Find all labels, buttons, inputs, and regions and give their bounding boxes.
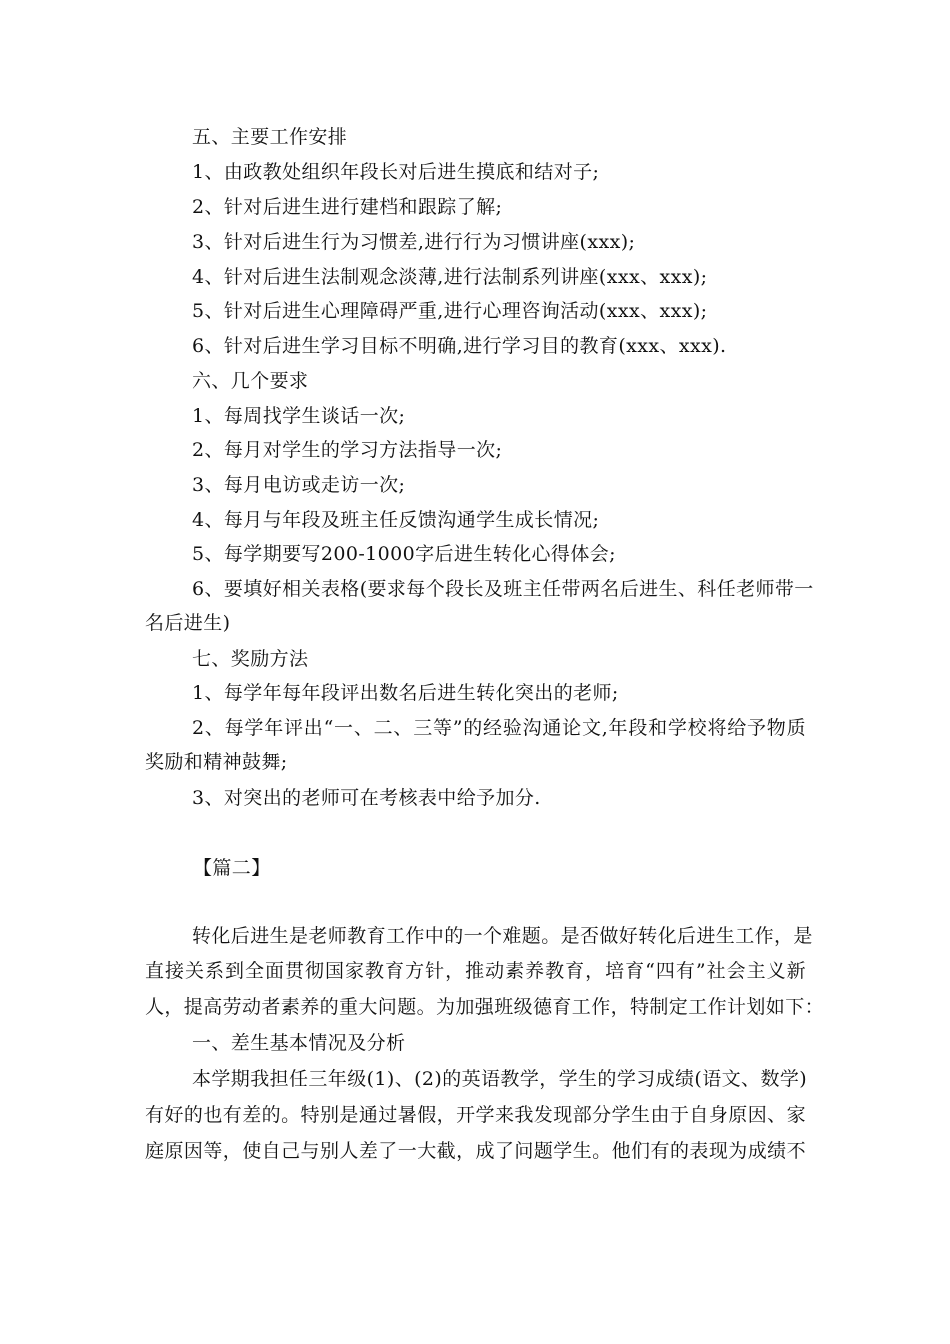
section-6-item-1: 1、每周找学生谈话一次; [192, 405, 406, 427]
section-5-item-6: 6、针对后进生学习目标不明确,进行学习目的教育(xxx、xxx). [192, 335, 727, 357]
section-6-title: 六、几个要求 [192, 370, 309, 392]
section-6-item-3: 3、每月电访或走访一次; [192, 474, 406, 496]
section-6-item-4: 4、每月与年段及班主任反馈沟通学生成长情况; [192, 509, 600, 531]
section-6-item-5: 5、每学期要写200-1000字后进生转化心得体会; [192, 543, 616, 565]
section-7-item-2-line-1: 2、每学年评出“一、二、三等”的经验沟通论文,年段和学校将给予物质 [192, 717, 806, 739]
part-two-heading: 【篇二】 [193, 857, 271, 879]
part-two-paragraph-line-3: 庭原因等，使自己与别人差了一大截，成了问题学生。他们有的表现为成绩不 [145, 1140, 806, 1162]
part-two-paragraph-line-1: 本学期我担任三年级(1)、(2)的英语教学，学生的学习成绩(语文、数学) [192, 1068, 808, 1090]
section-6-item-2: 2、每月对学生的学习方法指导一次; [192, 439, 503, 461]
part-two-intro-line-1: 转化后进生是老师教育工作中的一个难题。是否做好转化后进生工作，是 [192, 925, 813, 947]
section-5-item-1: 1、由政教处组织年段长对后进生摸底和结对子; [192, 161, 600, 183]
section-5-item-3: 3、针对后进生行为习惯差,进行行为习惯讲座(xxx); [192, 231, 636, 253]
section-7-item-2-line-2: 奖励和精神鼓舞; [145, 751, 288, 773]
section-6-item-6-line-2: 名后进生) [145, 612, 231, 634]
section-6-item-6-line-1: 6、要填好相关表格(要求每个段长及班主任带两名后进生、科任老师带一 [192, 578, 814, 600]
section-7-title: 七、奖励方法 [192, 648, 309, 670]
section-5-title: 五、主要工作安排 [192, 126, 348, 148]
part-two-intro-line-3: 人，提高劳动者素养的重大问题。为加强班级德育工作，特制定工作计划如下： [145, 996, 825, 1018]
part-two-subsection-1-title: 一、差生基本情况及分析 [192, 1032, 406, 1054]
section-7-item-1: 1、每学年每年段评出数名后进生转化突出的老师; [192, 682, 619, 704]
part-two-paragraph-line-2: 有好的也有差的。特别是通过暑假，开学来我发现部分学生由于自身原因、家 [145, 1104, 806, 1126]
section-5-item-2: 2、针对后进生进行建档和跟踪了解; [192, 196, 503, 218]
section-5-item-5: 5、针对后进生心理障碍严重,进行心理咨询活动(xxx、xxx); [192, 300, 708, 322]
section-5-item-4: 4、针对后进生法制观念淡薄,进行法制系列讲座(xxx、xxx); [192, 266, 708, 288]
section-7-item-3: 3、对突出的老师可在考核表中给予加分. [192, 787, 541, 809]
part-two-intro-line-2: 直接关系到全面贯彻国家教育方针，推动素养教育，培育“四有”社会主义新 [145, 960, 806, 982]
